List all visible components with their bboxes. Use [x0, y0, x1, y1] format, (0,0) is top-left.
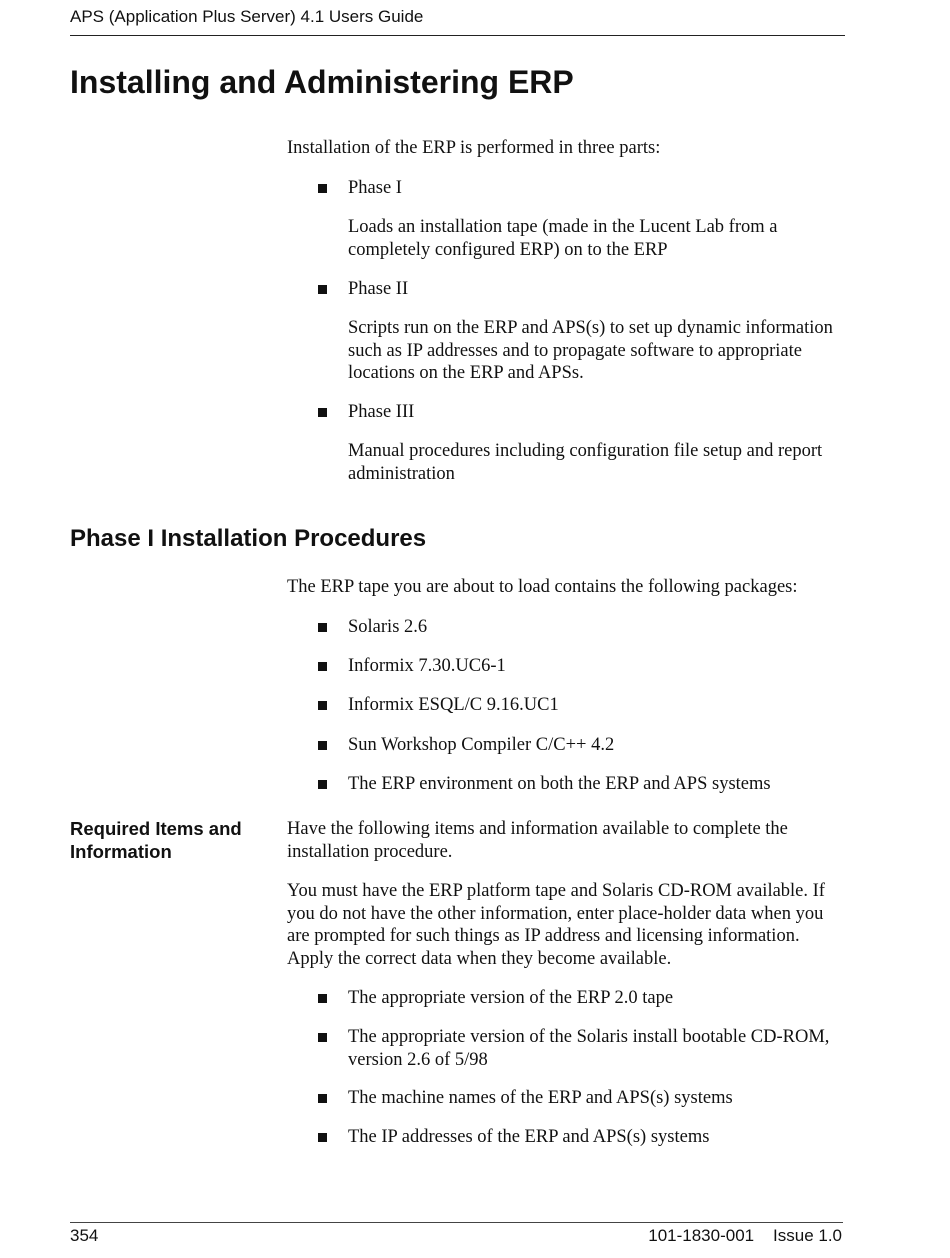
square-bullet-icon — [318, 1133, 327, 1142]
document-id: 101-1830-001 Issue 1.0 — [648, 1226, 842, 1245]
required-paragraph: Have the following items and information available to complete the installation procedure. — [287, 819, 788, 862]
square-bullet-icon — [318, 623, 327, 632]
square-bullet-icon — [318, 780, 327, 789]
section-title: Phase I Installation Procedures — [70, 525, 427, 552]
package-name: Sun Workshop Compiler C/C++ 4.2 — [348, 735, 615, 755]
footer-rule — [70, 1222, 843, 1223]
phase-description: Manual procedures including configuration file setup and report administration — [348, 441, 823, 484]
package-name: Solaris 2.6 — [348, 617, 428, 637]
phase-description: Scripts run on the ERP and APS(s) to set up dynamic information such as IP addresses and to propagate software to appropriate locations on the ERP and APSs. — [348, 318, 833, 383]
square-bullet-icon — [318, 285, 327, 294]
square-bullet-icon — [318, 184, 327, 193]
side-heading: Required Items and Information — [70, 818, 242, 862]
square-bullet-icon — [318, 741, 327, 750]
required-item-text: The appropriate version of the ERP 2.0 tape — [348, 988, 674, 1008]
square-bullet-icon — [318, 701, 327, 710]
phase-label: Phase II — [348, 279, 409, 299]
square-bullet-icon — [318, 1033, 327, 1042]
phase-description: Loads an installation tape (made in the Lucent Lab from a completely configured ERP) on to the ERP — [348, 217, 778, 260]
package-name: Informix ESQL/C 9.16.UC1 — [348, 695, 559, 715]
phase-label: Phase I — [348, 178, 402, 198]
chapter-title: Installing and Administering ERP — [70, 64, 574, 100]
required-item-text: The machine names of the ERP and APS(s) systems — [348, 1088, 733, 1108]
phase-label: Phase III — [348, 402, 415, 422]
square-bullet-icon — [318, 662, 327, 671]
square-bullet-icon — [318, 994, 327, 1003]
required-item-text: The appropriate version of the Solaris install bootable CD-ROM, version 2.6 of 5/98 — [348, 1027, 830, 1070]
required-paragraph: You must have the ERP platform tape and Solaris CD-ROM available. If you do not have the other information, enter place-holder data when you are prompted for such things as IP address and licensing information. Apply the correct data when they become available. — [287, 881, 825, 969]
page-number: 354 — [70, 1226, 99, 1245]
package-name: The ERP environment on both the ERP and APS systems — [348, 774, 771, 794]
required-item-text: The IP addresses of the ERP and APS(s) systems — [348, 1127, 710, 1147]
package-name: Informix 7.30.UC6-1 — [348, 656, 506, 676]
packages-intro: The ERP tape you are about to load contains the following packages: — [287, 577, 798, 597]
intro-paragraph: Installation of the ERP is performed in three parts: — [287, 138, 661, 158]
square-bullet-icon — [318, 408, 327, 417]
square-bullet-icon — [318, 1094, 327, 1103]
header-rule — [70, 35, 845, 36]
running-header: APS (Application Plus Server) 4.1 Users Guide — [70, 7, 424, 26]
